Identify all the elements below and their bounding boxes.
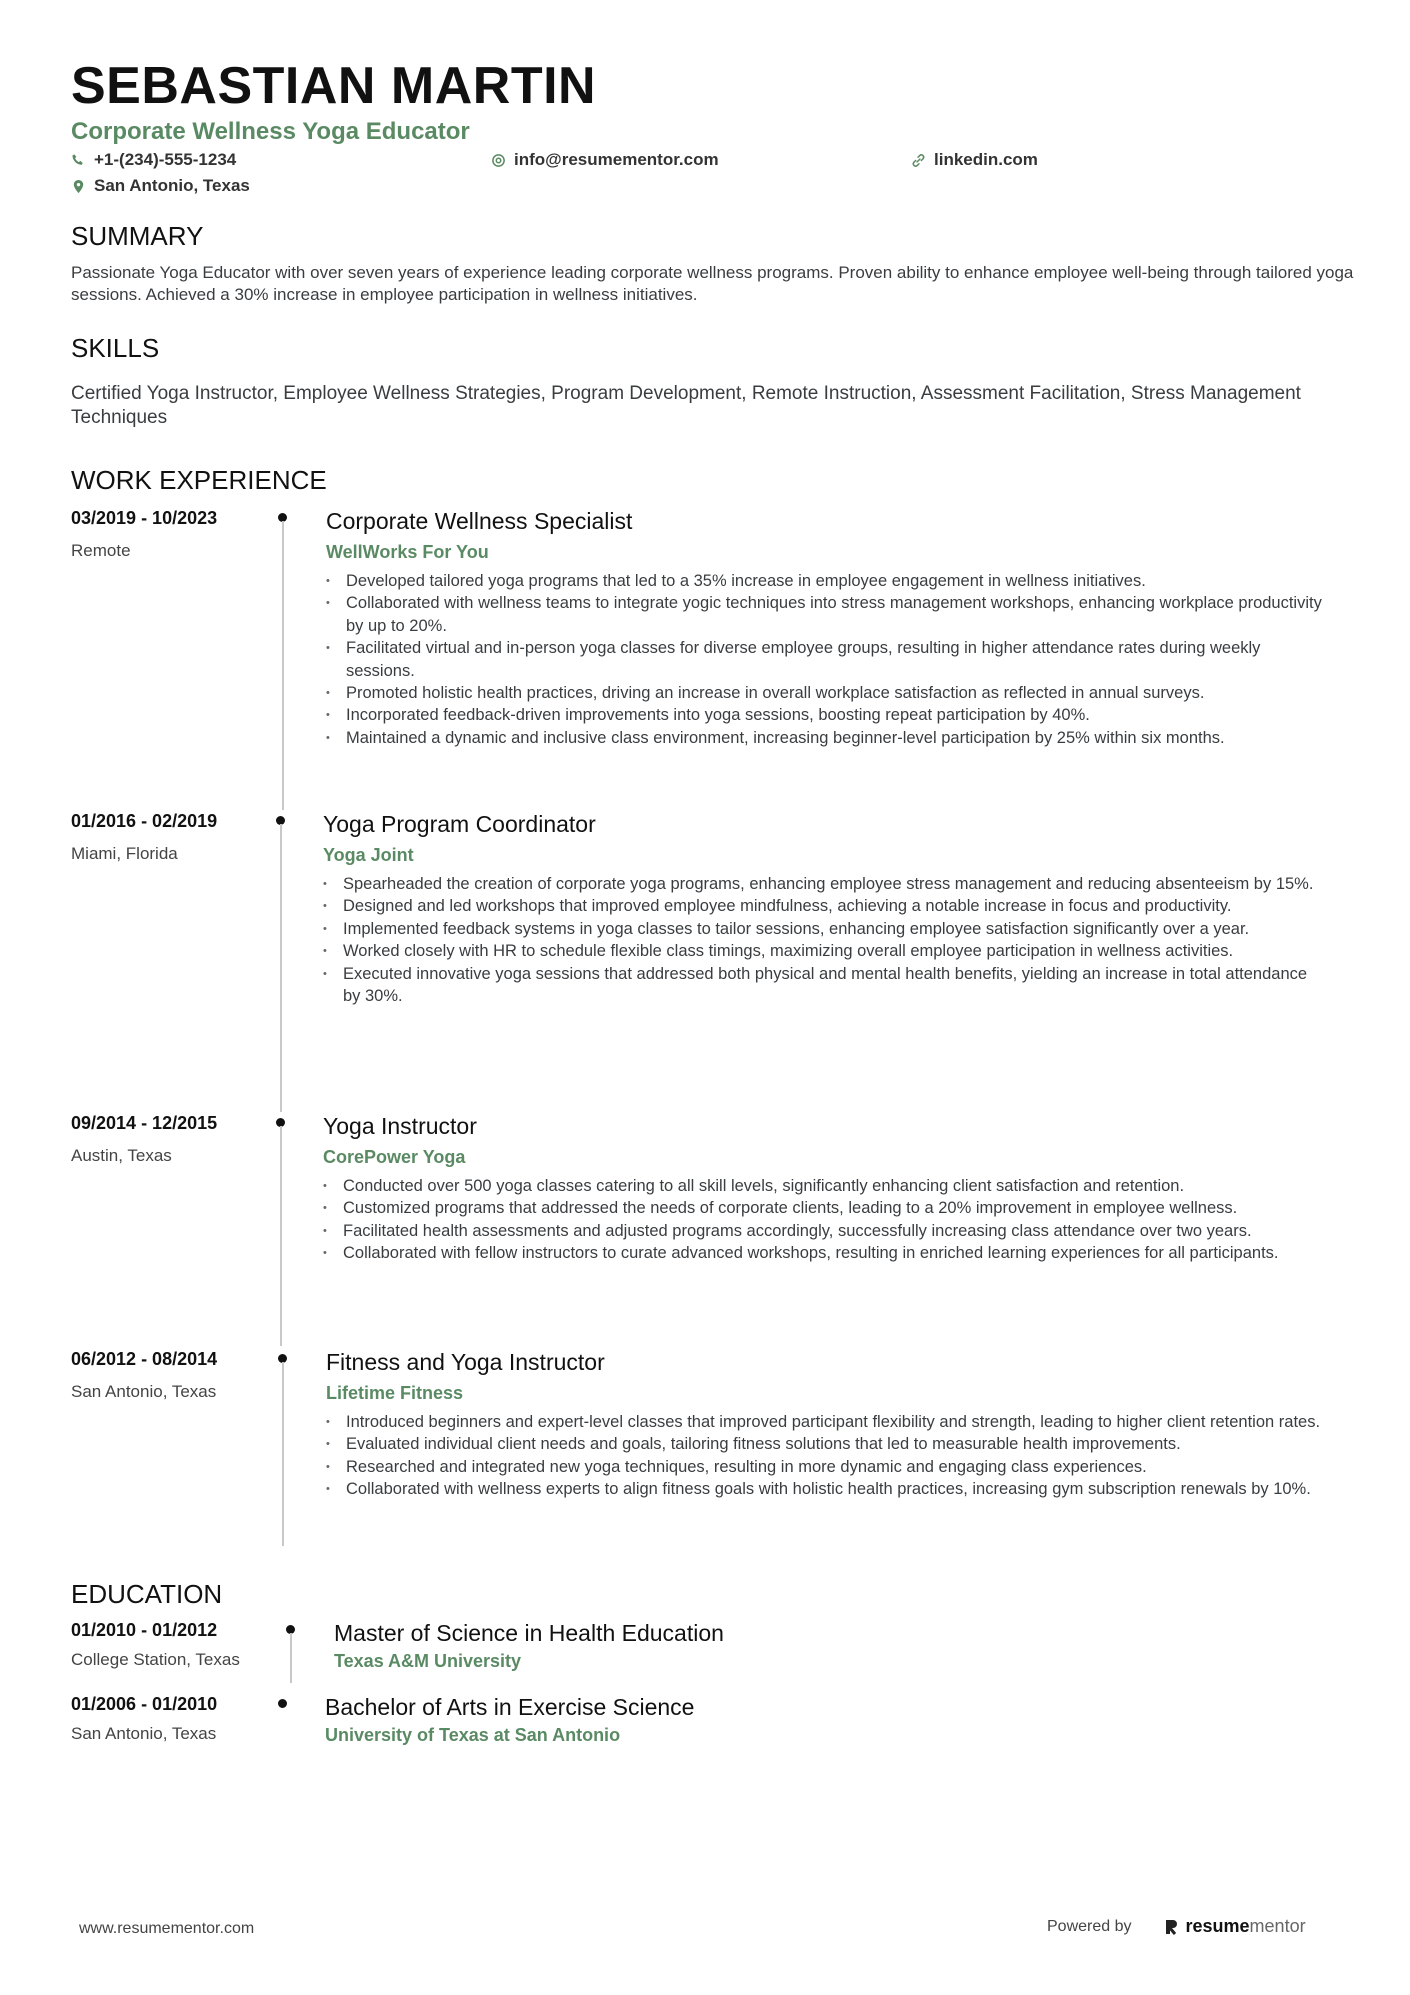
timeline-line [282,521,284,810]
skills-heading: SKILLS [71,333,160,363]
bullet-item: • Spearheaded the creation of corporate yoga programs, enhancing employee stress management and reducing absenteeism by 15%. [323,873,1323,895]
bullet-item: • Collaborated with wellness teams to integrate yogic techniques into stress management workshops, enhancing workplace productivity by up to 20%. [326,592,1326,637]
job-location: Austin, Texas [71,1146,172,1165]
bullet-item: • Customized programs that addressed the needs of corporate clients, leading to a 20% improvement in employee wellness. [323,1197,1323,1219]
job-bullets [326,570,1326,749]
summary-heading: SUMMARY [71,221,204,251]
bullet-item: • Implemented feedback systems in yoga classes to tailor sessions, enhancing employee satisfaction significantly over a year. [323,918,1323,940]
job-bullets [323,1175,1323,1265]
timeline-line [280,1126,282,1346]
job-dates: 09/2014 - 12/2015 [71,1113,218,1133]
job-role: Fitness and Yoga Instructor [326,1349,605,1375]
brand-name-light: mentor [1249,1916,1306,1936]
candidate-title: Corporate Wellness Yoga Educator [71,118,470,145]
education-degree: Bachelor of Arts in Exercise Science [325,1694,695,1720]
job-location: Miami, Florida [71,844,178,863]
email-text[interactable]: info@resumementor.com [514,150,719,169]
timeline-line [290,1633,292,1683]
at-icon [491,153,506,168]
bullet-item: • Incorporated feedback-driven improvements into yoga sessions, boosting repeat participation by 40%. [326,704,1326,726]
footer-website[interactable]: www.resumementor.com [79,1920,255,1937]
job-dates: 06/2012 - 08/2014 [71,1349,218,1369]
bullet-item: • Researched and integrated new yoga techniques, resulting in more dynamic and engaging class experiences. [326,1456,1326,1478]
contact-location [71,175,250,197]
bullet-item: • Collaborated with wellness experts to align fitness goals with holistic health practices, increasing gym subscription renewals by 10%. [326,1478,1326,1500]
education-location: San Antonio, Texas [71,1724,217,1743]
education-dates: 01/2010 - 01/2012 [71,1620,218,1640]
bullet-item: • Promoted holistic health practices, driving an increase in overall workplace satisfaction as reflected in annual surveys. [326,682,1326,704]
education-location: College Station, Texas [71,1650,240,1669]
resumementor-logo-icon [1164,1918,1180,1936]
education-degree: Master of Science in Health Education [334,1620,724,1646]
bullet-item: • Conducted over 500 yoga classes catering to all skill levels, significantly enhancing client satisfaction and retention. [323,1175,1323,1197]
job-role: Corporate Wellness Specialist [326,508,633,534]
bullet-item: • Maintained a dynamic and inclusive class environment, increasing beginner-level participation by 25% within six months. [326,727,1326,749]
bullet-item: • Facilitated virtual and in-person yoga classes for diverse employee groups, resulting in higher attendance rates during weekly sessions. [326,637,1326,682]
contact-phone [71,149,236,171]
job-company: WellWorks For You [326,542,489,562]
education-school: Texas A&M University [334,1651,522,1671]
timeline-line [282,1362,284,1546]
timeline-line [280,824,282,1112]
bullet-item: • Executed innovative yoga sessions that addressed both physical and mental health benefits, yielding an increase in total attendance by 30%. [323,963,1323,1008]
brand-logo[interactable] [1164,1916,1306,1937]
skills-text: Certified Yoga Instructor, Employee Wellness Strategies, Program Development, Remote Instruction, Assessment Facilitation, Stress Management Techniques [71,383,1301,428]
bullet-item: • Introduced beginners and expert-level classes that improved participant flexibility and strength, leading to higher client retention rates. [326,1411,1326,1433]
footer-branding [1047,1916,1306,1937]
phone-text: +1-(234)-555-1234 [94,150,237,169]
job-location: San Antonio, Texas [71,1382,217,1401]
education-dates: 01/2006 - 01/2010 [71,1694,218,1714]
job-company: CorePower Yoga [323,1147,466,1167]
job-company: Lifetime Fitness [326,1383,464,1403]
location-text: San Antonio, Texas [94,176,250,195]
candidate-name: SEBASTIAN MARTIN [71,57,597,115]
brand-name-bold: resume [1185,1916,1250,1936]
job-role: Yoga Instructor [323,1113,477,1139]
job-company: Yoga Joint [323,845,414,865]
experience-heading: WORK EXPERIENCE [71,465,327,495]
bullet-item: • Facilitated health assessments and adjusted programs accordingly, successfully increasing class attendance over two years. [323,1220,1323,1242]
powered-by-label: Powered by [1047,1917,1132,1935]
job-location: Remote [71,541,131,560]
job-dates: 01/2016 - 02/2019 [71,811,218,831]
bullet-item: • Designed and led workshops that improved employee mindfulness, achieving a notable increase in focus and productivity. [323,895,1323,917]
timeline-dot [278,1699,287,1708]
contact-linkedin[interactable] [911,149,1038,171]
bullet-item: • Worked closely with HR to schedule flexible class timings, maximizing overall employee participation in wellness activities. [323,940,1323,962]
job-role: Yoga Program Coordinator [323,811,596,837]
bullet-item: • Collaborated with fellow instructors to curate advanced workshops, resulting in enriched learning experiences for all participants. [323,1242,1323,1264]
linkedin-text[interactable]: linkedin.com [934,150,1038,169]
location-pin-icon [71,179,86,194]
link-icon [911,153,926,168]
bullet-item: • Developed tailored yoga programs that led to a 35% increase in employee engagement in wellness initiatives. [326,570,1326,592]
bullet-item: • Evaluated individual client needs and goals, tailoring fitness solutions that led to measurable health improvements. [326,1433,1326,1455]
summary-text: Passionate Yoga Educator with over seven years of experience leading corporate wellness programs. Proven ability to enhance employee well-being through tailored yoga sessions. Achieved a 30% increase in employee participation in wellness initiatives. [71,263,1354,304]
contact-email[interactable] [491,149,719,171]
job-bullets [323,873,1323,1007]
job-bullets [326,1411,1326,1501]
phone-icon [71,153,86,168]
education-heading: EDUCATION [71,1579,223,1609]
job-dates: 03/2019 - 10/2023 [71,508,218,528]
education-school: University of Texas at San Antonio [325,1725,621,1745]
